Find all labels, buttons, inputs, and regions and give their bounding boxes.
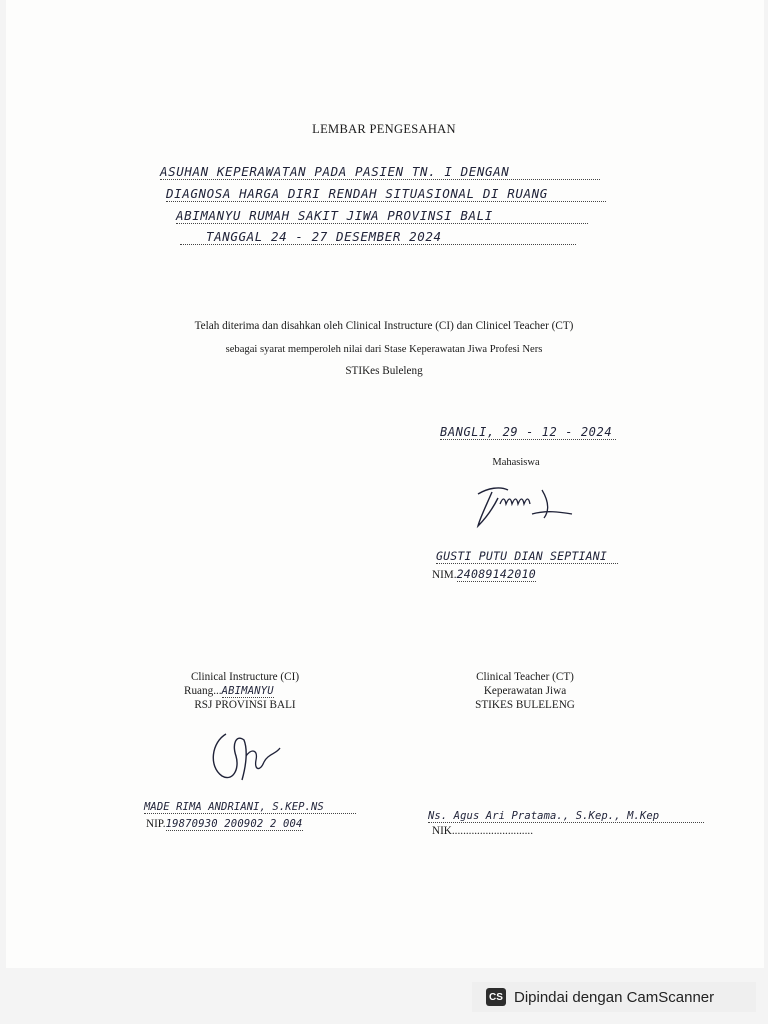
statement-line-3: STIKes Buleleng — [345, 365, 423, 377]
ci-ruang — [184, 685, 274, 697]
ruang-label: Ruang... — [184, 685, 222, 697]
ci-name: MADE RIMA ANDRIANI, S.KEP.NS — [144, 801, 356, 814]
ci-nip — [146, 818, 303, 830]
student-role-label: Mahasiswa — [492, 457, 540, 468]
ci-title: Clinical Instructure (CI) — [190, 671, 300, 683]
student-signature — [472, 480, 576, 532]
subject-line-3: ABIMANYU RUMAH SAKIT JIWA PROVINSI BALI — [176, 208, 588, 224]
ruang-value: ABIMANYU — [221, 685, 274, 697]
ct-institution: STIKES BULELENG — [475, 699, 575, 711]
subject-line-2: DIAGNOSA HARGA DIRI RENDAH SITUASIONAL DI RUANG — [166, 186, 606, 202]
nim-value: 24089142010 — [456, 567, 537, 581]
ci-signature — [206, 726, 286, 788]
statement-line-2: sebagai syarat memperoleh nilai dari Stase Keperawatan Jiwa Profesi Ners — [225, 344, 543, 355]
camscanner-logo-icon: CS — [486, 988, 506, 1006]
subject-line-1: ASUHAN KEPERAWATAN PADA PASIEN TN. I DENGAN — [160, 164, 600, 180]
ct-name: Ns. Agus Ari Pratama., S.Kep., M.Kep — [428, 810, 704, 823]
place-date: BANGLI, 29 - 12 - 2024 — [440, 425, 616, 440]
ct-title: Clinical Teacher (CT) — [476, 671, 574, 683]
ci-institution: RSJ PROVINSI BALI — [194, 699, 296, 711]
statement-line-1: Telah diterima dan disahkan oleh Clinical Instructure (CI) dan Clinicel Teacher (CT) — [194, 320, 574, 332]
camscanner-text: Dipindai dengan CamScanner — [514, 988, 715, 1006]
nim-label: NIM. — [432, 569, 457, 581]
student-name: GUSTI PUTU DIAN SEPTIANI — [436, 549, 618, 564]
camscanner-badge — [472, 982, 756, 1012]
nip-value: 19870930 200902 2 004 — [165, 818, 303, 830]
subject-line-4: TANGGAL 24 - 27 DESEMBER 2024 — [180, 229, 576, 245]
ct-unit: Keperawatan Jiwa — [483, 685, 567, 697]
nip-label: NIP. — [146, 818, 166, 830]
student-nim — [432, 567, 536, 581]
document-title: LEMBAR PENGESAHAN — [312, 122, 456, 136]
ct-nik: NIK............................. — [432, 825, 533, 837]
